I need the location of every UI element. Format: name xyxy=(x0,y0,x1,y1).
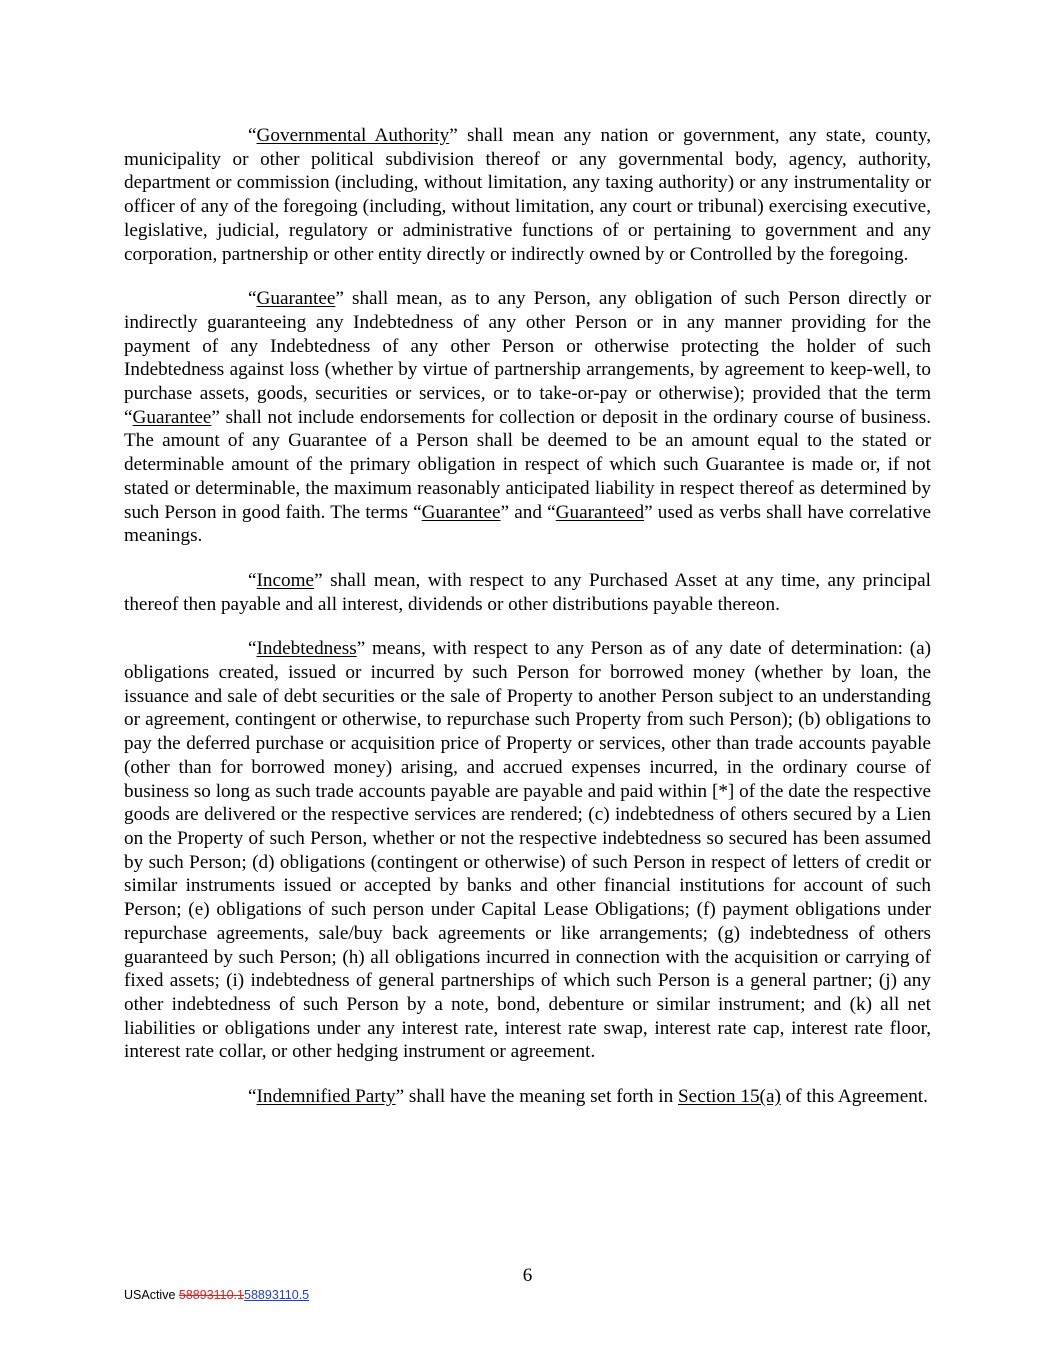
open-quote: “ xyxy=(248,125,257,146)
footer-label: USActive xyxy=(124,1288,179,1302)
definition-text: ” means, with respect to any Person as of any date of determination: (a) obligations created, issued or incurred by such Person for borrowed money (whether by loan, the issuance and sale of debt securities or the sale of Property to another Person subject to an understanding or agreement, contingent or otherwise, to repurchase such Property from such Person); (b) obligations to pay the deferred purchase or acquisition price of Property or services, other than trade accounts payable (other than for borrowed money) arising, and accrued expenses incurred, in the ordinary course of business so long as such trade accounts payable are payable and paid within [*] of the date the respective goods are delivered or the respective services are rendered; (c) indebtedness of others secured by a Lien on the Property of such Person, whether or not the respective indebtedness so secured has been assumed by such Person; (d) obligations (contingent or otherwise) of such Person in respect of letters of credit or similar instruments issued or accepted by banks and other financial institutions for account of such Person; (e) obligations of such person under Capital Lease Obligations; (f) payment obligations under repurchase agreements, sale/buy back agreements or like arrangements; (g) indebtedness of others guaranteed by such Person; (h) all obligations incurred in connection with the acquisition or carrying of fixed assets; (i) indebtedness of general partnerships of which such Person is a general partner; (j) any other indebtedness of such Person by a note, bond, debenture or similar instrument; and (k) all net liabilities or obligations under any interest rate, interest rate swap, interest rate cap, interest rate floor, interest rate collar, or other hedging instrument or agreement. xyxy=(124,638,931,1063)
definition-text: ” shall mean, as to any Person, any obligation of such Person directly or indirectly guaranteeing any Indebtedness of any other Person or in any manner providing for the payment of any Indebtedness of any other Person or otherwise protecting the holder of such Indebtedness against loss (whether by virtue of partnership arrangements, by agreement to keep-well, to purchase assets, goods, securities or services, or to take-or-pay or otherwise); provided that the term “ xyxy=(124,288,931,428)
definition-text: ” shall not include endorsements for collection or deposit in the ordinary course of business. The amount of any Guarantee of a Person shall be deemed to be an amount equal to the stated or determinable amount of the primary obligation in respect of which such Guarantee is made or, if not stated or determinable, the maximum reasonably anticipated liability in respect thereof as determined by such Person in good faith. The terms “ xyxy=(124,406,931,523)
open-quote: “ xyxy=(248,288,257,310)
defined-term: Indemnified Party xyxy=(256,1086,396,1108)
document-body xyxy=(124,124,931,1130)
defined-term: Income xyxy=(256,569,315,591)
definition-text: ” shall mean, with respect to any Purchased Asset at any time, any principal thereof then payable and all interest, dividends or other distributions payable thereon. xyxy=(124,569,931,615)
defined-term-reference: Guarantee xyxy=(421,501,501,523)
definition-text: ” used as verbs shall have correlative meanings. xyxy=(124,501,931,547)
defined-term: Indebtedness xyxy=(256,638,357,660)
defined-term: Governmental Authority xyxy=(256,125,450,146)
definition-text: ” shall have the meaning set forth in xyxy=(395,1086,679,1108)
defined-term-reference: Guaranteed xyxy=(555,501,645,523)
definition-indemnified-party xyxy=(124,1085,931,1109)
definition-text: ” shall mean any nation or government, any state, county, municipality or other political subdivision thereof or any governmental body, agency, authority, department or commission (including, without limitation, any taxing authority) or any instrumentality or officer of any of the foregoing (including, without limitation, any court or tribunal) exercising executive, legislative, judicial, regulatory or administrative functions of or pertaining to government and any corporation, partnership or other entity directly or indirectly owned by or Controlled by the foregoing. xyxy=(124,125,931,265)
definition-text: of this Agreement. xyxy=(780,1086,928,1108)
definition-guarantee xyxy=(124,287,931,548)
open-quote: “ xyxy=(248,638,257,660)
definition-income xyxy=(124,569,931,616)
document-footer xyxy=(124,1288,309,1302)
page-number: 6 xyxy=(522,1265,533,1286)
inserted-document-id: 58893110.5 xyxy=(244,1288,310,1302)
definition-text: ” and “ xyxy=(500,501,556,523)
definition-indebtedness xyxy=(124,637,931,1064)
defined-term-reference: Guarantee xyxy=(132,406,212,428)
open-quote: “ xyxy=(248,1086,257,1108)
deleted-document-id: 58893110.1 xyxy=(178,1288,245,1302)
open-quote: “ xyxy=(248,569,257,591)
defined-term: Guarantee xyxy=(256,288,336,310)
section-reference: Section 15(a) xyxy=(678,1086,781,1108)
definition-governmental-authority xyxy=(124,124,931,266)
